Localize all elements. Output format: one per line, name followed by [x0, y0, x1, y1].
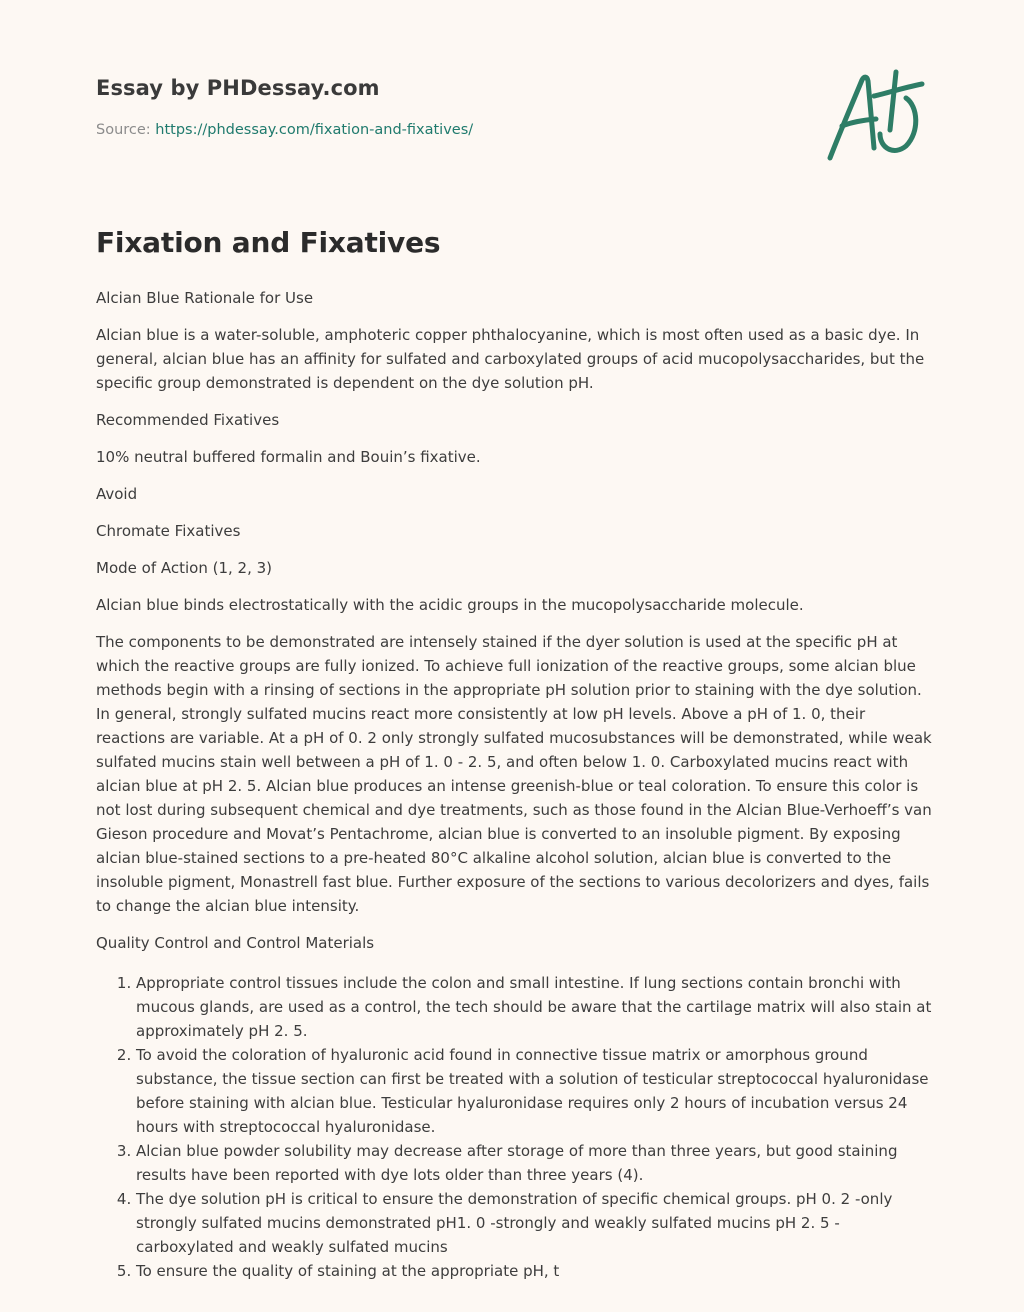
- article: [96, 226, 932, 1283]
- subheading-recommended-fixatives: Recommended Fixatives: [96, 411, 280, 429]
- list-item: 5. To ensure the quality of staining at the appropriate pH, t: [136, 1259, 932, 1283]
- list-item: 4. The dye solution pH is critical to ensure the demonstration of specific chemical groups. pH 0. 2 -only strongly sulfated mucins demonstrated pH1. 0 -strongly and weakly sulfated mucins pH 2. 5 -carboxylated and weakly sulfated mucins: [136, 1187, 932, 1259]
- article-title: Fixation and Fixatives: [96, 226, 441, 259]
- a-plus-icon: [822, 66, 930, 166]
- source-line: [96, 122, 796, 138]
- page-header: [96, 76, 796, 138]
- paragraph-recommended-fixatives: 10% neutral buffered formalin and Bouin’s fixative.: [96, 448, 481, 466]
- subheading-mode-of-action: Mode of Action (1, 2, 3): [96, 559, 273, 577]
- paragraph-staining-details: The components to be demonstrated are intensely stained if the dyer solution is used at the specific pH at which the reactive groups are fully ionized. To achieve full ionization of the reactive groups, some alcian blue methods begin with a rinsing of sections in the appropriate pH solution prior to staining with the dye solution. In general, strongly sulfated mucins react more consistently at low pH levels. Above a pH of 1. 0, their reactions are variable. At a pH of 0. 2 only strongly sulfated mucosubstances will be demonstrated, while weak sulfated mucins stain well between a pH of 1. 0 - 2. 5, and often below 1. 0. Carboxylated mucins react with alcian blue at pH 2. 5. Alcian blue produces an intense greenish-blue or teal coloration. To ensure this color is not lost during subsequent chemical and dye treatments, such as those found in the Alcian Blue-Verhoeff’s van Gieson procedure and Movat’s Pentachrome, alcian blue is converted to an insoluble pigment. By exposing alcian blue-stained sections to a pre-heated 80°C alkaline alcohol solution, alcian blue is converted to the insoluble pigment, Monastrell fast blue. Further exposure of the sections to various decolorizers and dyes, fails to change the alcian blue intensity.: [96, 633, 932, 915]
- source-label: Source:: [96, 122, 156, 138]
- source-link[interactable]: https://phdessay.com/fixation-and-fixatives/: [155, 122, 474, 138]
- list-item: 3. Alcian blue powder solubility may decrease after storage of more than three years, but good staining results have been reported with dye lots older than three years (4).: [136, 1139, 932, 1187]
- paragraph-alcian-blue-intro: Alcian blue is a water-soluble, amphoteric copper phthalocyanine, which is most often used as a basic dye. In general, alcian blue has an affinity for sulfated and carboxylated groups of acid mucopolysaccharides, but the specific group demonstrated is dependent on the dye solution pH.: [96, 326, 925, 392]
- paragraph-mode-of-action: Alcian blue binds electrostatically with the acidic groups in the mucopolysaccharide molecule.: [96, 596, 804, 614]
- quality-control-list: [96, 971, 932, 1283]
- list-item: 1. Appropriate control tissues include the colon and small intestine. If lung sections contain bronchi with mucous glands, are used as a control, the tech should be aware that the cartilage matrix will also stain at approximately pH 2. 5.: [136, 971, 932, 1043]
- subheading-alcian-blue-rationale: Alcian Blue Rationale for Use: [96, 289, 314, 307]
- paragraph-chromate-fixatives: Chromate Fixatives: [96, 522, 241, 540]
- list-item: 2. To avoid the coloration of hyaluronic acid found in connective tissue matrix or amorphous ground substance, the tissue section can first be treated with a solution of testicular streptococcal hyaluronidase before staining with alcian blue. Testicular hyaluronidase requires only 2 hours of incubation versus 24 hours with streptococcal hyaluronidase.: [136, 1043, 932, 1139]
- brand-title: Essay by PHDessay.com: [96, 76, 380, 100]
- subheading-quality-control: Quality Control and Control Materials: [96, 934, 375, 952]
- subheading-avoid: Avoid: [96, 485, 138, 503]
